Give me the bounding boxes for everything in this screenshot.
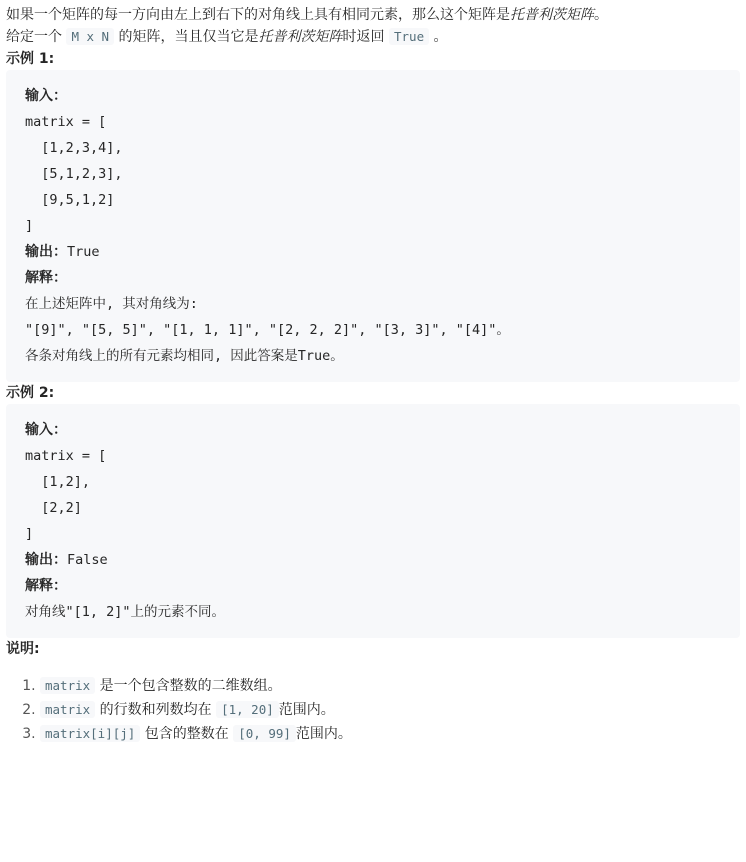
explain-label-line <box>25 573 721 599</box>
matrix-row: [2,2] <box>25 500 82 516</box>
matrix-row: [1,2], <box>25 474 91 490</box>
output-line <box>25 239 721 265</box>
intro2-text-end: 。 <box>429 29 448 45</box>
note-item <box>40 698 740 722</box>
output-value: True <box>67 244 100 260</box>
intro2-text: 给定一个 <box>6 29 67 45</box>
toeplitz-term-2: 托普利茨矩阵 <box>258 29 343 45</box>
output-label: 输出： <box>25 552 67 568</box>
example-2-code-block <box>6 404 740 638</box>
intro2-text-mid: 的矩阵，当且仅当它是 <box>114 29 259 45</box>
input-label: 输入： <box>25 422 67 438</box>
intro-text-end: 。 <box>594 7 608 23</box>
output-line <box>25 547 721 573</box>
inline-code-true: True <box>389 28 429 45</box>
explain-label: 解释： <box>25 578 67 594</box>
note-item <box>40 722 740 746</box>
note-code: matrix <box>40 677 95 694</box>
note-text-end: 范围内。 <box>278 702 335 718</box>
note-code: matrix <box>40 701 95 718</box>
explain-label-line <box>25 265 721 291</box>
note-text: 是一个包含整数的二维数组。 <box>95 678 282 694</box>
explain-line: 在上述矩阵中, 其对角线为: <box>25 296 198 312</box>
intro-paragraph-2 <box>6 26 740 48</box>
output-value: False <box>67 552 108 568</box>
input-label-line <box>25 83 721 109</box>
note-item <box>40 674 740 698</box>
toeplitz-term: 托普利茨矩阵 <box>510 7 594 23</box>
note-code: matrix[i][j] <box>40 725 140 742</box>
matrix-open-line: matrix = [ <box>25 114 107 130</box>
note-code-range: [0, 99] <box>233 725 296 742</box>
explain-line: "[9]", "[5, 5]", "[1, 1, 1]", "[2, 2, 2]", "[3, 3]", "[4]"。 <box>25 322 510 338</box>
matrix-close-line: ] <box>25 526 34 542</box>
intro2-text-mid2: 时返回 <box>342 29 389 45</box>
note-code-range: [1, 20] <box>216 701 279 718</box>
intro-paragraph-1 <box>6 4 740 26</box>
note-text-end: 范围内。 <box>295 726 352 742</box>
matrix-open-line: matrix = [ <box>25 448 107 464</box>
notes-list <box>6 674 740 746</box>
example-2-title: 示例 2: <box>6 385 55 401</box>
notes-title: 说明: <box>6 641 40 657</box>
input-label-line <box>25 417 721 443</box>
note-text: 的行数和列数均在 <box>95 702 217 718</box>
explain-label: 解释： <box>25 270 67 286</box>
intro-text: 如果一个矩阵的每一方向由左上到右下的对角线上具有相同元素，那么这个矩阵是 <box>6 7 510 23</box>
explain-line: 各条对角线上的所有元素均相同, 因此答案是True。 <box>25 348 344 364</box>
explain-line: 对角线"[1, 2]"上的元素不同。 <box>25 604 226 620</box>
input-label: 输入： <box>25 88 67 104</box>
inline-code-mxn: M x N <box>66 28 114 45</box>
note-text: 包含的整数在 <box>140 726 234 742</box>
example-1-title: 示例 1: <box>6 51 55 67</box>
example-1-code-block <box>6 70 740 382</box>
matrix-row: [1,2,3,4], <box>25 140 123 156</box>
output-label: 输出： <box>25 244 67 260</box>
matrix-row: [9,5,1,2] <box>25 192 115 208</box>
matrix-row: [5,1,2,3], <box>25 166 123 182</box>
matrix-close-line: ] <box>25 218 34 234</box>
